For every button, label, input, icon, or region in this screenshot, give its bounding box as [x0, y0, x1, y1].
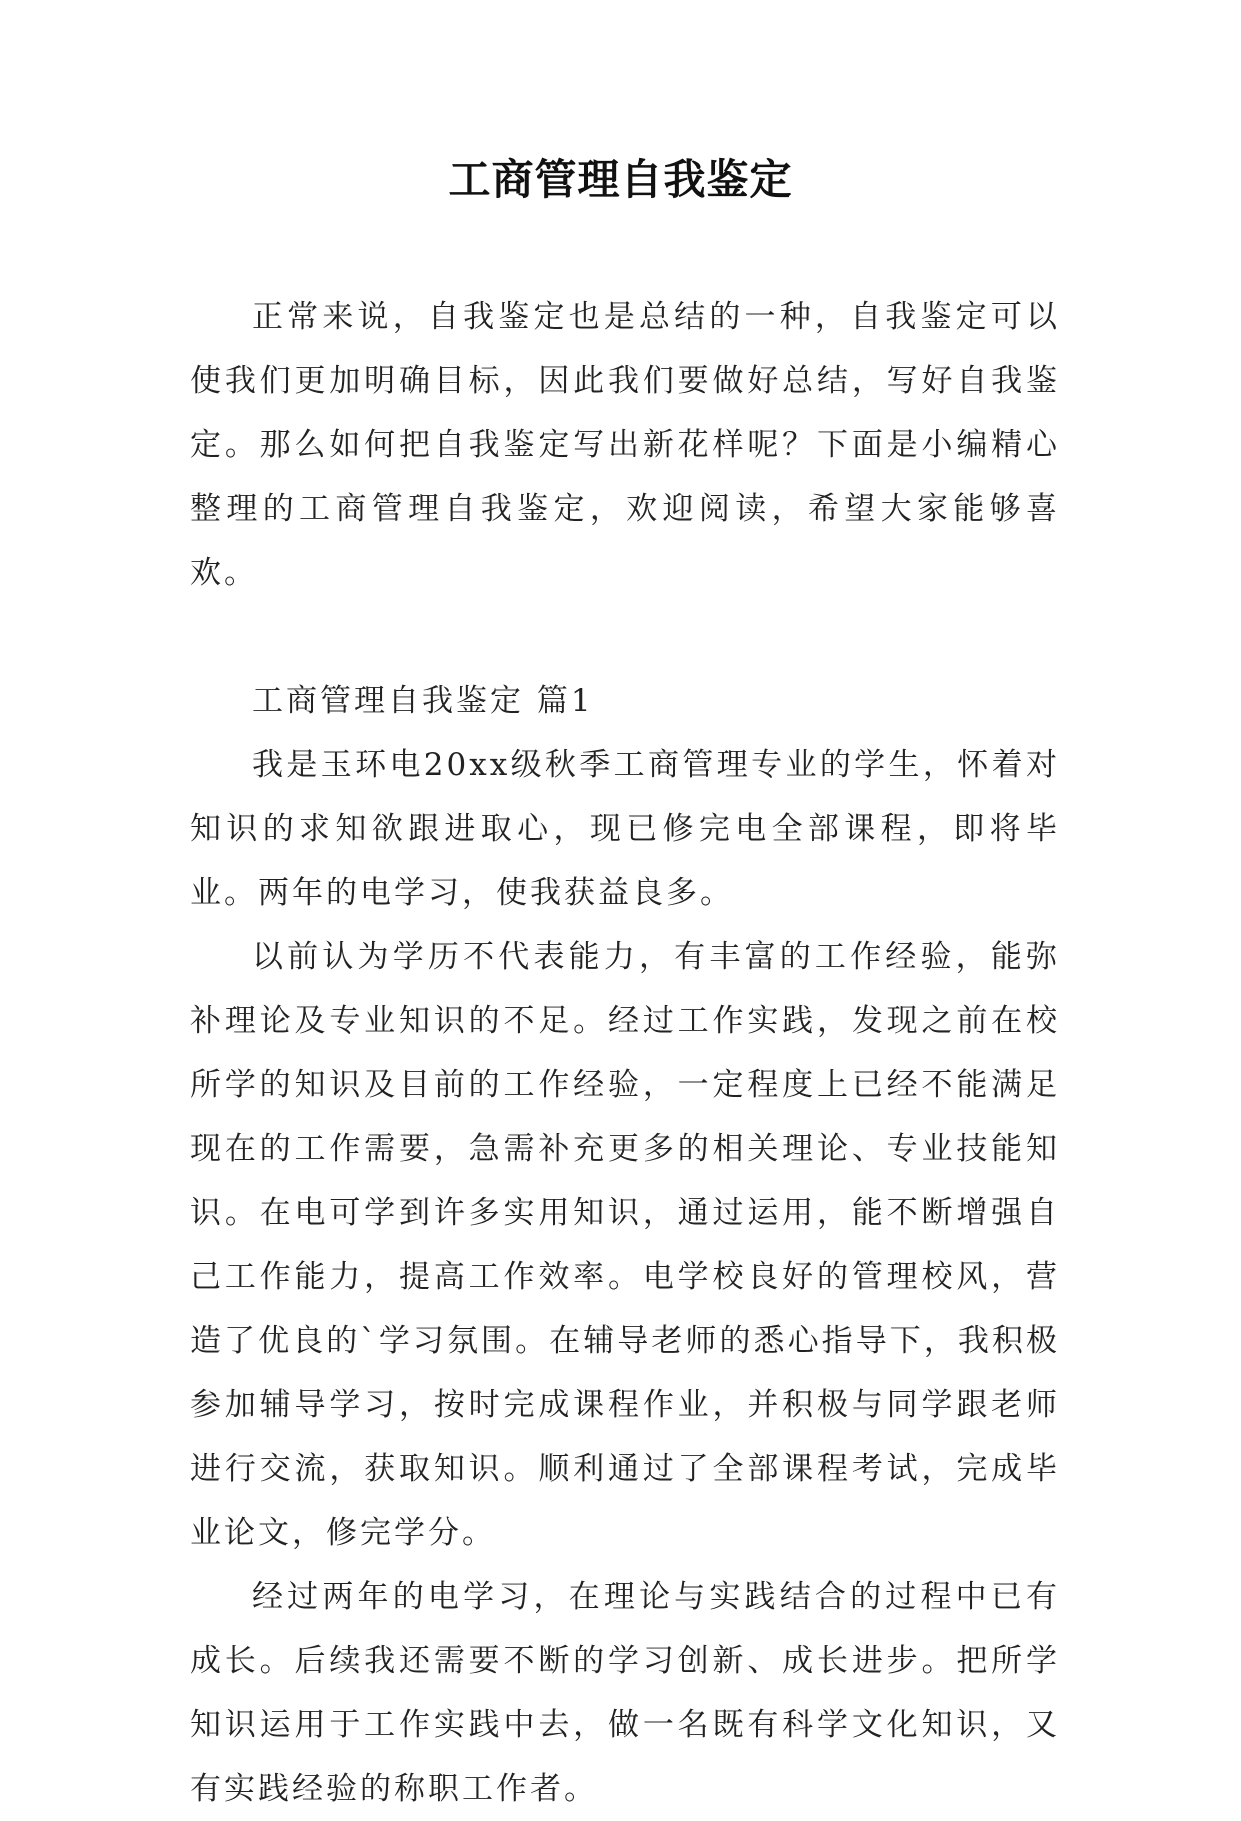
intro-paragraph: 正常来说，自我鉴定也是总结的一种，自我鉴定可以使我们更加明确目标，因此我们要做好总结，写好自我鉴定。那么如何把自我鉴定写出新花样呢？下面是小编精心整理的工商管理自我鉴定，欢迎阅读，希望大家能够喜欢。 — [190, 299, 1060, 591]
body-paragraph-1: 我是玉环电20xx级秋季工商管理专业的学生，怀着对知识的求知欲跟进取心，现已修完电全部课程，即将毕业。两年的电学习，使我获益良多。 — [190, 747, 1060, 911]
section-heading: 工商管理自我鉴定 篇1 — [252, 683, 594, 719]
body-paragraph-3: 经过两年的电学习，在理论与实践结合的过程中已有成长。后续我还需要不断的学习创新、成长进步。把所学知识运用于工作实践中去，做一名既有科学文化知识，又有实践经验的称职工作者。 — [190, 1579, 1060, 1807]
document-body — [190, 285, 1060, 1821]
body-paragraph-2: 以前认为学历不代表能力，有丰富的工作经验，能弥补理论及专业知识的不足。经过工作实践，发现之前在校所学的知识及目前的工作经验，一定程度上已经不能满足现在的工作需要，急需补充更多的相关理论、专业技能知识。在电可学到许多实用知识，通过运用，能不断增强自己工作能力，提高工作效率。电学校良好的管理校风，营造了优良的`学习氛围。在辅导老师的悉心指导下，我积极参加辅导学习，按时完成课程作业，并积极与同学跟老师进行交流，获取知识。顺利通过了全部课程考试，完成毕业论文，修完学分。 — [190, 939, 1060, 1551]
document-title: 工商管理自我鉴定 — [448, 155, 793, 204]
paragraph-spacer — [190, 605, 1060, 669]
